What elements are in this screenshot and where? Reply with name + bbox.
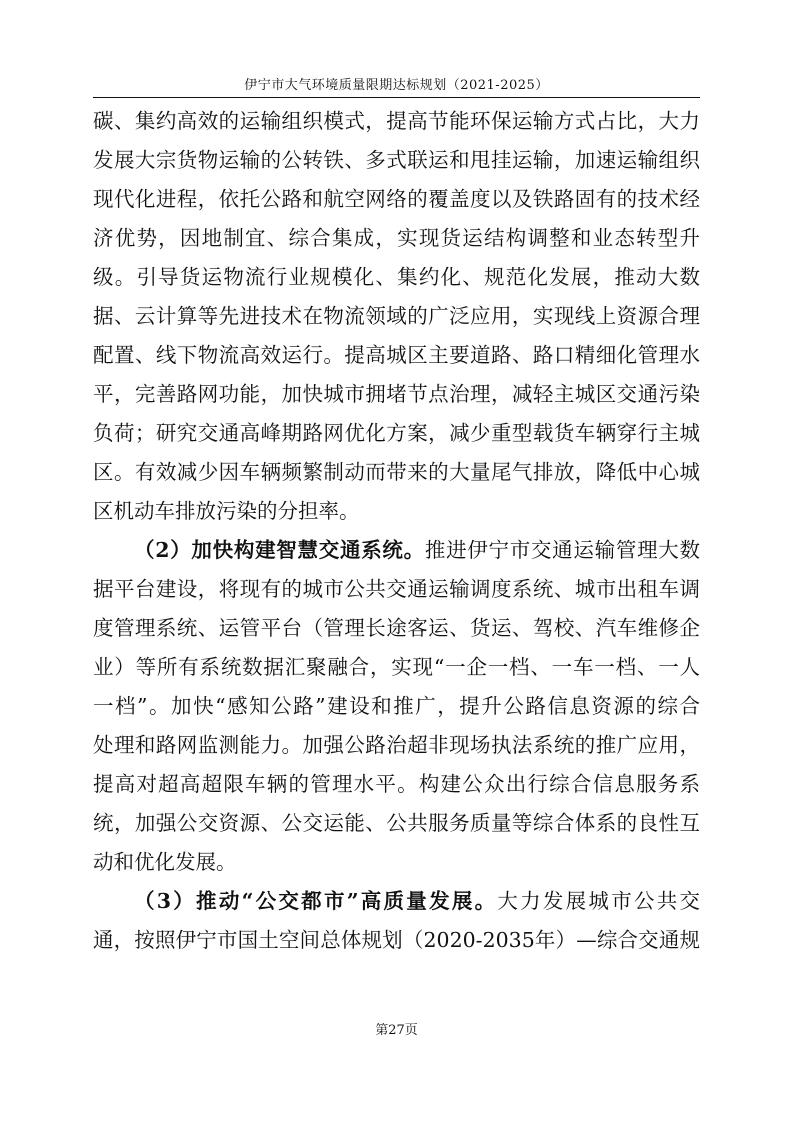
text-line: 提高对超高超限车辆的管理水平。构建公众出行综合信息服务系 xyxy=(93,772,700,796)
page-number: 第27页 xyxy=(375,1023,418,1038)
paragraph-smart-transport xyxy=(93,531,700,882)
section-heading: （2）加快构建智慧交通系统。 xyxy=(134,538,425,562)
paragraph-first-line xyxy=(93,531,700,570)
text-line: 据、云计算等先进技术在物流领域的广泛应用，实现线上资源合理 xyxy=(93,304,700,328)
document-body xyxy=(93,102,700,960)
text-line: 业）等所有系统数据汇聚融合，实现“一企一档、一车一档、一人 xyxy=(93,655,700,679)
text-line: 发展大宗货物运输的公转铁、多式联运和甩挂运输，加速运输组织 xyxy=(93,148,700,172)
paragraph-first-line xyxy=(93,882,700,921)
text-line: 区。有效减少因车辆频繁制动而带来的大量尾气排放，降低中心城 xyxy=(93,460,700,484)
text-line: 据平台建设，将现有的城市公共交通运输调度系统、城市出租车调 xyxy=(93,577,700,601)
text-line: 配置、线下物流高效运行。提高城区主要道路、路口精细化管理水 xyxy=(93,343,700,367)
header-divider xyxy=(93,97,700,98)
running-header: 伊宁市大气环境质量限期达标规划（2021-2025） xyxy=(244,78,549,93)
text-line: 现代化进程，依托公路和航空网络的覆盖度以及铁路固有的技术经 xyxy=(93,187,700,211)
text-line: 平，完善路网功能，加快城市拥堵节点治理，减轻主城区交通污染 xyxy=(93,382,700,406)
text-line: 处理和路网监测能力。加强公路治超非现场执法系统的推广应用， xyxy=(93,733,700,757)
text-line: 级。引导货运物流行业规模化、集约化、规范化发展，推动大数 xyxy=(93,265,700,289)
paragraph-transport-structure xyxy=(93,102,700,531)
text-line: 碳、集约高效的运输组织模式，提高节能环保运输方式占比，大力 xyxy=(93,109,700,133)
paragraph-transit-metropolis xyxy=(93,882,700,960)
text-line: 动和优化发展。 xyxy=(93,850,237,874)
text-line: 一档”。加快“感知公路”建设和推广，提升公路信息资源的综合 xyxy=(93,694,700,718)
text-line: 济优势，因地制宜、综合集成，实现货运结构调整和业态转型升 xyxy=(93,226,700,250)
section-heading: （3）推动“公交都市”高质量发展。 xyxy=(134,889,498,913)
text-run: 推进伊宁市交通运输管理大数 xyxy=(424,538,701,562)
text-line: 度管理系统、运管平台（管理长途客运、货运、驾校、汽车维修企 xyxy=(93,616,700,640)
text-line: 通，按照伊宁市国土空间总体规划（2020-2035年）—综合交通规 xyxy=(93,928,700,952)
text-run: 大力发展城市公共交 xyxy=(497,889,700,913)
text-line: 负荷；研究交通高峰期路网优化方案，减少重型载货车辆穿行主城 xyxy=(93,421,700,445)
text-line: 区机动车排放污染的分担率。 xyxy=(93,499,360,523)
text-line: 统，加强公交资源、公交运能、公共服务质量等综合体系的良性互 xyxy=(93,811,700,835)
